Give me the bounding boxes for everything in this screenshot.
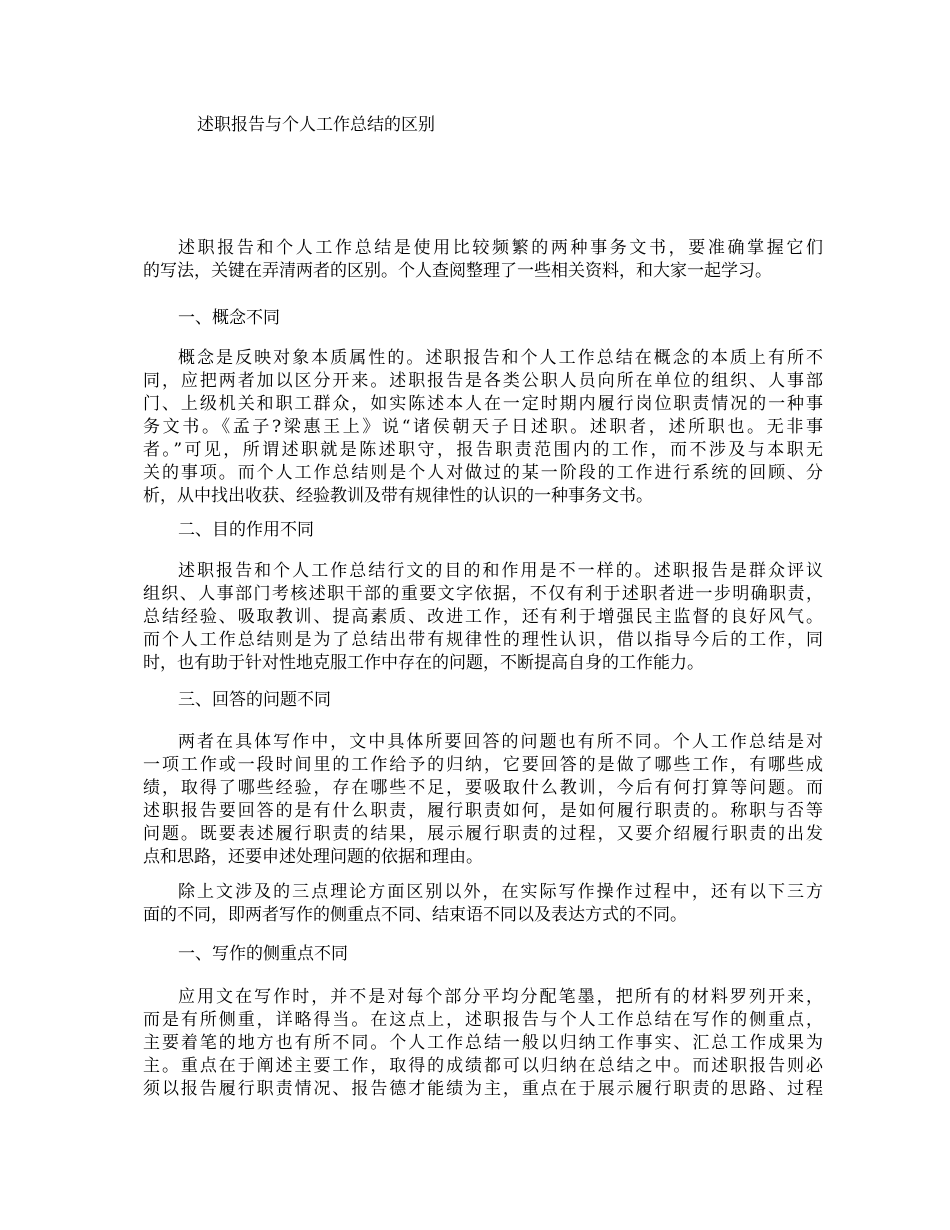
paragraph-line: 绩，取得了哪些经验，存在哪些不足，要吸取什么教训，今后有何打算等问题。而	[143, 778, 823, 798]
paragraph-line: 者。”可见，所谓述职就是陈述职守，报告职责范围内的工作，而不涉及与本职无	[143, 440, 823, 460]
document-title: 述职报告与个人工作总结的区别	[197, 115, 435, 135]
paragraph-line: 而个人工作总结则是为了总结出带有规律性的理性认识，借以指导今后的工作，同	[143, 630, 823, 650]
section-heading: 一、写作的侧重点不同	[178, 944, 348, 964]
paragraph-line: 点和思路，还要申述处理问题的依据和理由。	[143, 847, 483, 867]
paragraph-line: 主要着笔的地方也有所不同。个人工作总结一般以归纳工作事实、汇总工作成果为	[143, 1033, 823, 1053]
paragraph-line: 而是有所侧重，详略得当。在这点上，述职报告与个人工作总结在写作的侧重点，	[143, 1010, 823, 1030]
paragraph-line: 门、上级机关和职工群众，如实陈述本人在一定时期内履行岗位职责情况的一种事	[143, 394, 823, 414]
section-heading: 三、回答的问题不同	[178, 690, 331, 710]
section-heading: 一、概念不同	[178, 308, 280, 328]
section-heading: 二、目的作用不同	[178, 520, 314, 540]
paragraph-line: 应用文在写作时，并不是对每个部分平均分配笔墨，把所有的材料罗列开来，	[178, 987, 823, 1007]
paragraph-line: 总结经验、吸取教训、提高素质、改进工作，还有利于增强民主监督的良好风气。	[143, 607, 823, 627]
paragraph-line: 析，从中找出收获、经验教训及带有规律性的认识的一种事务文书。	[143, 486, 653, 506]
paragraph-line: 主。重点在于阐述主要工作，取得的成绩都可以归纳在总结之中。而述职报告则必	[143, 1056, 823, 1076]
paragraph-line: 述职报告和个人工作总结是使用比较频繁的两种事务文书，要准确掌握它们	[178, 238, 823, 258]
paragraph-line: 时，也有助于针对性地克服工作中存在的问题，不断提高自身的工作能力。	[143, 653, 704, 673]
paragraph-line: 关的事项。而个人工作总结则是个人对做过的某一阶段的工作进行系统的回顾、分	[143, 463, 823, 483]
paragraph-line: 概念是反映对象本质属性的。述职报告和个人工作总结在概念的本质上有所不	[178, 348, 823, 368]
paragraph-line: 除上文涉及的三点理论方面区别以外，在实际写作操作过程中，还有以下三方	[178, 882, 823, 902]
paragraph-line: 的写法，关键在弄清两者的区别。个人查阅整理了一些相关资料，和大家一起学习。	[143, 261, 772, 281]
paragraph-line: 务文书。《孟子?梁惠王上》说“诸侯朝天子日述职。述职者，述所职也。无非事	[143, 417, 823, 437]
paragraph-line: 同，应把两者加以区分开来。述职报告是各类公职人员向所在单位的组织、人事部	[143, 371, 823, 391]
paragraph-line: 述职报告和个人工作总结行文的目的和作用是不一样的。述职报告是群众评议	[178, 561, 823, 581]
paragraph-line: 面的不同，即两者写作的侧重点不同、结束语不同以及表达方式的不同。	[143, 905, 687, 925]
paragraph-line: 一项工作或一段时间里的工作给予的归纳，它要回答的是做了哪些工作，有哪些成	[143, 755, 823, 775]
paragraph-line: 述职报告要回答的是有什么职责，履行职责如何，是如何履行职责的。称职与否等	[143, 801, 823, 821]
paragraph-line: 须以报告履行职责情况、报告德才能绩为主，重点在于展示履行职责的思路、过程	[143, 1079, 823, 1099]
paragraph-line: 组织、人事部门考核述职干部的重要文字依据，不仅有利于述职者进一步明确职责，	[143, 584, 823, 604]
paragraph-line: 两者在具体写作中，文中具体所要回答的问题也有所不同。个人工作总结是对	[178, 732, 823, 752]
paragraph-line: 问题。既要表述履行职责的结果，展示履行职责的过程，又要介绍履行职责的出发	[143, 824, 823, 844]
